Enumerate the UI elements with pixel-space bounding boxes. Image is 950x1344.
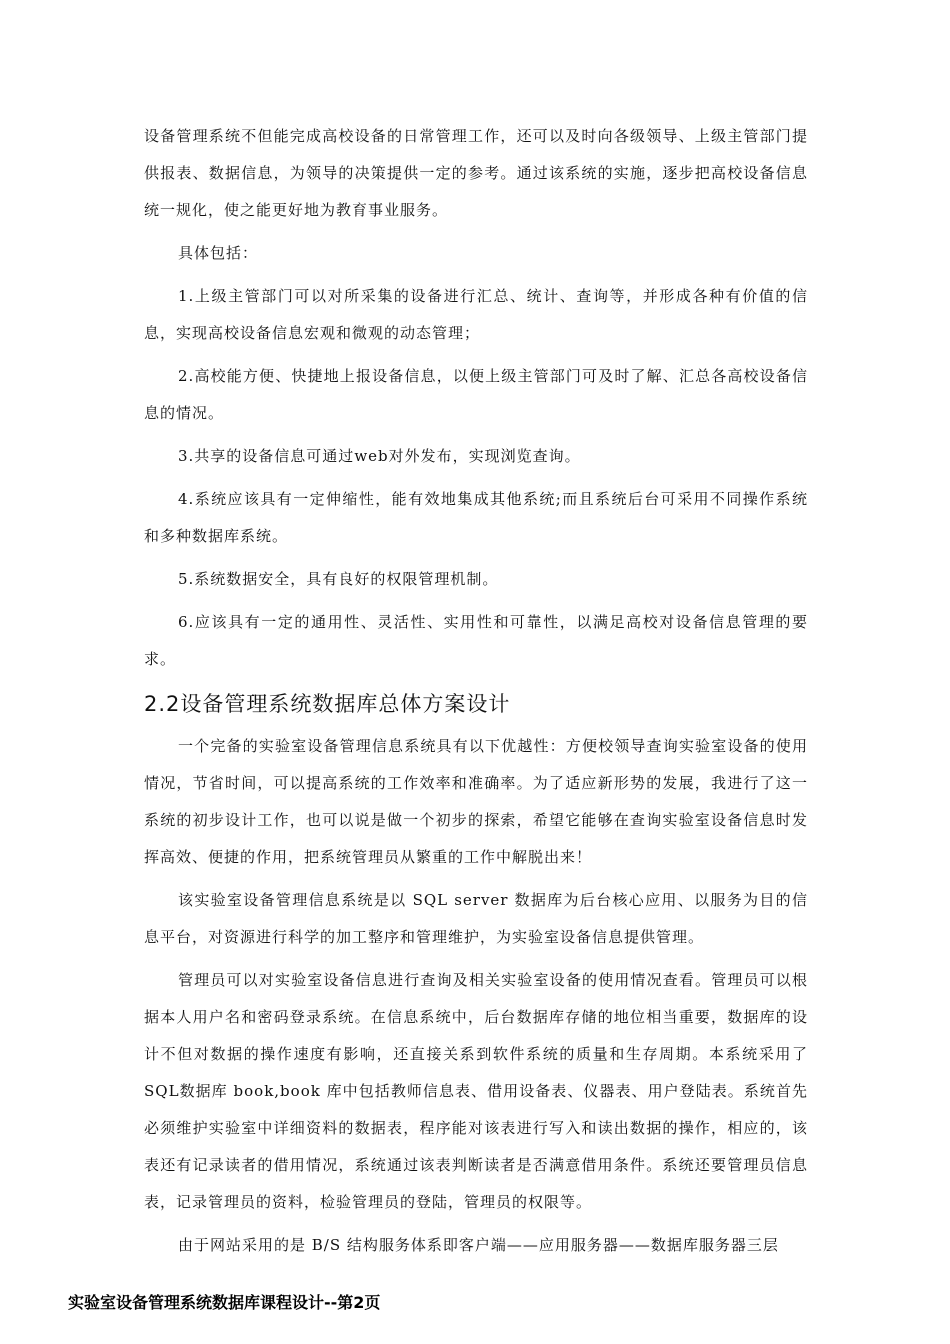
list-item-6: 6.应该具有一定的通用性、灵活性、实用性和可靠性，以满足高校对设备信息管理的要求。 [144, 613, 808, 668]
paragraph-advantages: 一个完备的实验室设备管理信息系统具有以下优越性：方便校领导查询实验室设备的使用情况，节省时间，可以提高系统的工作效率和准确率。为了适应新形势的发展，我进行了这一系统的初步设计工作，也可以说是做一个初步的探索，希望它能够在查询实验室设备信息时发挥高效、便捷的作用，把系统管理员从繁重的工作中解脱出来！ [144, 737, 808, 866]
paragraph-admin: 管理员可以对实验室设备信息进行查询及相关实验室设备的使用情况查看。管理员可以根据本人用户名和密码登录系统。在信息系统中，后台数据库存储的地位相当重要，数据库的设计不但对数据的操作速度有影响，还直接关系到软件系统的质量和生存周期。本系统采用了 SQL数据库 book,book 库中包括教师信息表、借用设备表、仪器表、用户登陆表。系统首先必须维护实验室中详细资料的数据表，程序能对该表进行写入和读出数据的操作，相应的，该表还有记录读者的借用情况，系统通过该表判断读者是否满意借用条件。系统还要管理员信息表，记录管理员的资料，检验管理员的登陆，管理员的权限等。 [144, 971, 808, 1211]
paragraph-includes-label: 具体包括： [178, 244, 259, 262]
document-body [144, 118, 808, 1270]
paragraph-platform: 该实验室设备管理信息系统是以 SQL server 数据库为后台核心应用、以服务为目的信息平台，对资源进行科学的加工整序和管理维护，为实验室设备信息提供管理。 [144, 891, 808, 946]
list-item-1: 1.上级主管部门可以对所采集的设备进行汇总、统计、查询等，并形成各种有价值的信息，实现高校设备信息宏观和微观的动态管理； [144, 287, 808, 342]
page-footer: 实验室设备管理系统数据库课程设计--第2页 [68, 1293, 381, 1312]
section-heading: 2.2设备管理系统数据库总体方案设计 [144, 692, 511, 716]
list-item-2: 2.高校能方便、快捷地上报设备信息，以便上级主管部门可及时了解、汇总各高校设备信息的情况。 [144, 367, 808, 422]
paragraph-architecture: 由于网站采用的是 B/S 结构服务体系即客户端——应用服务器——数据库服务器三层 [178, 1236, 779, 1254]
list-item-4: 4.系统应该具有一定伸缩性，能有效地集成其他系统;而且系统后台可采用不同操作系统和多种数据库系统。 [144, 490, 808, 545]
list-item-3: 3.共享的设备信息可通过web对外发布，实现浏览查询。 [178, 447, 581, 465]
list-item-5: 5.系统数据安全，具有良好的权限管理机制。 [178, 570, 499, 588]
paragraph-intro: 设备管理系统不但能完成高校设备的日常管理工作，还可以及时向各级领导、上级主管部门提供报表、数据信息，为领导的决策提供一定的参考。通过该系统的实施，逐步把高校设备信息统一规化，使之能更好地为教育事业服务。 [144, 127, 808, 219]
